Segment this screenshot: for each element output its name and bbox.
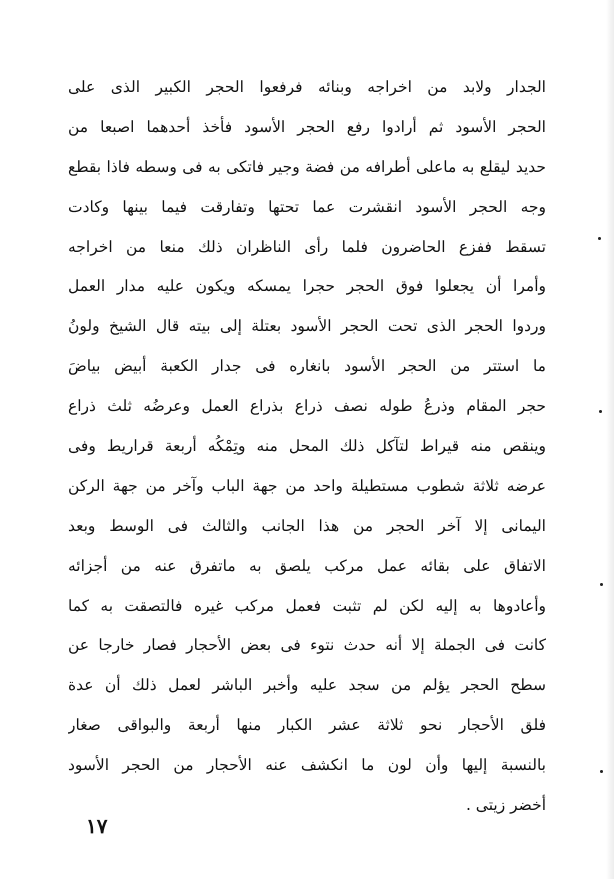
text-line-3: حديد ليقلع به ماعلى أطرافه من فضة وجير فاتكى به فى وسطه فاذا بقطع <box>68 157 546 176</box>
margin-mark <box>598 237 601 240</box>
text-line-12: اليمانى إلا آخر الحجر من هذا الجانب والثالث فى الوسط وبعد <box>68 516 546 535</box>
text-line-8: ما استتر من الحجر الأسود بانغاره فى جدار الكعبة أبيض بياضَ <box>68 357 546 376</box>
text-line-10: وينقص منه قيراط لتآكل ذلك المحل منه وتِمْكُه أربعة قراريط وفى <box>68 437 546 456</box>
text-line-14: وأعادوها به إليه لكن لم تثبت فعمل مركب غيره فالتصقت به كما <box>68 596 546 615</box>
text-line-19: أخضر زيتى . <box>465 796 546 815</box>
text-line-13: الاتفاق على بقائه عمل مركب يلصق به ماتفرق عنه من أجزائه <box>68 556 546 575</box>
text-line-18: بالنسبة إليها وأن لون ما انكشف عنه الأحجار من الحجر الأسود <box>68 756 546 775</box>
page-edge <box>606 0 614 879</box>
text-line-11: عرضه ثلاثة شطوب مستطيلة واحد من جهة الباب وآخر من جهة الركن <box>68 476 546 495</box>
text-line-5: تسقط ففزع الحاضرون فلما رأى الناظران ذلك منعا من اخراجه <box>68 237 546 256</box>
text-line-15: كانت فى الجملة إلا أنه حدث نتوء فى بعض الأحجار فصار خارجا عن <box>68 636 546 655</box>
text-line-4: وجه الحجر الأسود انقشرت عما تحتها وتفارقت فيما بينها وكادت <box>68 197 546 216</box>
page-number: ١٧ <box>86 814 108 838</box>
text-line-16: سطح الحجر يؤلم من سجد عليه وأخبر الباشر لعمل ذلك أن عدة <box>68 676 546 695</box>
margin-mark <box>600 583 603 586</box>
margin-mark <box>600 770 603 773</box>
text-line-2: الحجر الأسود ثم أرادوا رفع الحجر الأسود فأخذ أحدهما اصبعا من <box>68 117 546 136</box>
body-text <box>68 68 546 826</box>
text-line-6: وأمرا أن يجعلوا فوق الحجر حجرا يمسكه ويكون عليه مدار العمل <box>68 277 546 296</box>
text-line-17: فلق الأحجار نحو ثلاثة عشر الكبار منها أربعة والبواقى صغار <box>68 716 546 735</box>
text-line-9: حجر المقام وذرعُ طوله نصف ذراع بذراع العمل وعرضُه ثلث ذراع <box>68 397 546 416</box>
margin-mark <box>599 410 602 413</box>
text-line-1: الجدار ولابد من اخراجه وبنائه فرفعوا الحجر الكبير الذى على <box>68 78 546 96</box>
text-line-7: وردوا الحجر الذى تحت الحجر الأسود بعتلة إلى بيته قال الشيخ ولونُ <box>68 317 546 336</box>
